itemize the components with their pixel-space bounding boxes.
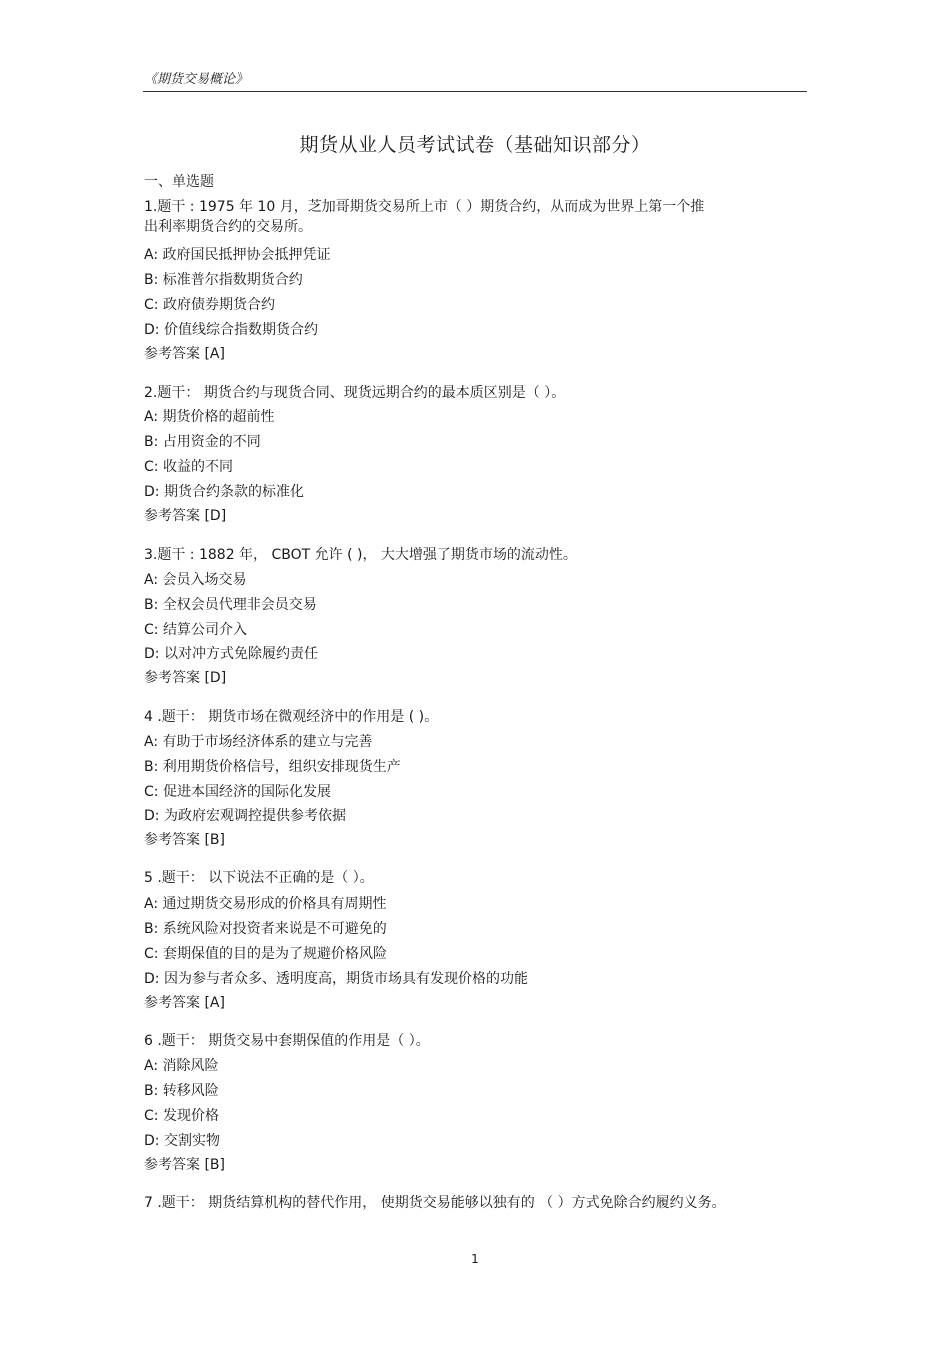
answer-option: B: 利用期货价格信号，组织安排现货生产 xyxy=(144,759,401,775)
reference-answer: 参考答案 [B] xyxy=(144,832,225,848)
question-stem: 4 .题干： 期货市场在微观经济中的作用是 ( )。 xyxy=(144,709,439,725)
answer-option: B: 系统风险对投资者来说是不可避免的 xyxy=(144,921,387,937)
answer-option: B: 占用资金的不同 xyxy=(144,434,261,450)
answer-option: B: 转移风险 xyxy=(144,1083,219,1099)
answer-option: C: 政府债券期货合约 xyxy=(144,297,275,313)
header-text: 《期货交易概论》 xyxy=(144,72,249,87)
answer-option: D: 因为参与者众多、透明度高，期货市场具有发现价格的功能 xyxy=(144,971,528,987)
page-number: 1 xyxy=(471,1252,479,1266)
answer-option: C: 促进本国经济的国际化发展 xyxy=(144,784,331,800)
question-stem: 6 .题干： 期货交易中套期保值的作用是（ ）。 xyxy=(144,1033,430,1049)
question-stem: 2.题干： 期货合约与现货合同、现货远期合约的最本质区别是（ ）。 xyxy=(144,385,566,401)
reference-answer: 参考答案 [A] xyxy=(144,346,225,362)
answer-option: A: 会员入场交易 xyxy=(144,572,247,588)
question-stem: 3.题干 : 1882 年， CBOT 允许 ( )， 大大增强了期货市场的流动性。 xyxy=(144,547,577,563)
answer-option: A: 消除风险 xyxy=(144,1058,219,1074)
question-stem: 7 .题干： 期货结算机构的替代作用， 使期货交易能够以独有的 （ ）方式免除合约履约义务。 xyxy=(144,1195,726,1211)
answer-option: C: 发现价格 xyxy=(144,1108,219,1124)
answer-option: A: 政府国民抵押协会抵押凭证 xyxy=(144,247,331,263)
question-stem: 出利率期货合约的交易所。 xyxy=(144,219,312,235)
reference-answer: 参考答案 [D] xyxy=(144,670,227,686)
reference-answer: 参考答案 [D] xyxy=(144,508,227,524)
answer-option: D: 为政府宏观调控提供参考依据 xyxy=(144,808,346,824)
section-title: 一、单选题 xyxy=(144,174,214,190)
question-stem: 1.题干 : 1975 年 10 月，芝加哥期货交易所上市（ ）期货合约，从而成为世界上第一个推 xyxy=(144,199,705,215)
answer-option: D: 交割实物 xyxy=(144,1133,220,1149)
answer-option: C: 收益的不同 xyxy=(144,459,233,475)
answer-option: A: 有助于市场经济体系的建立与完善 xyxy=(144,734,373,750)
document-title: 期货从业人员考试试卷（基础知识部分） xyxy=(299,134,651,156)
answer-option: A: 期货价格的超前性 xyxy=(144,409,275,425)
answer-option: D: 以对冲方式免除履约责任 xyxy=(144,646,318,662)
answer-option: B: 标准普尔指数期货合约 xyxy=(144,272,303,288)
answer-option: C: 套期保值的目的是为了规避价格风险 xyxy=(144,946,387,962)
answer-option: D: 价值线综合指数期货合约 xyxy=(144,322,318,338)
question-stem: 5 .题干： 以下说法不正确的是（ ）。 xyxy=(144,870,374,886)
header-rule xyxy=(143,91,807,92)
reference-answer: 参考答案 [B] xyxy=(144,1157,225,1173)
answer-option: D: 期货合约条款的标准化 xyxy=(144,484,304,500)
answer-option: B: 全权会员代理非会员交易 xyxy=(144,597,317,613)
answer-option: A: 通过期货交易形成的价格具有周期性 xyxy=(144,896,387,912)
answer-option: C: 结算公司介入 xyxy=(144,622,247,638)
reference-answer: 参考答案 [A] xyxy=(144,995,225,1011)
